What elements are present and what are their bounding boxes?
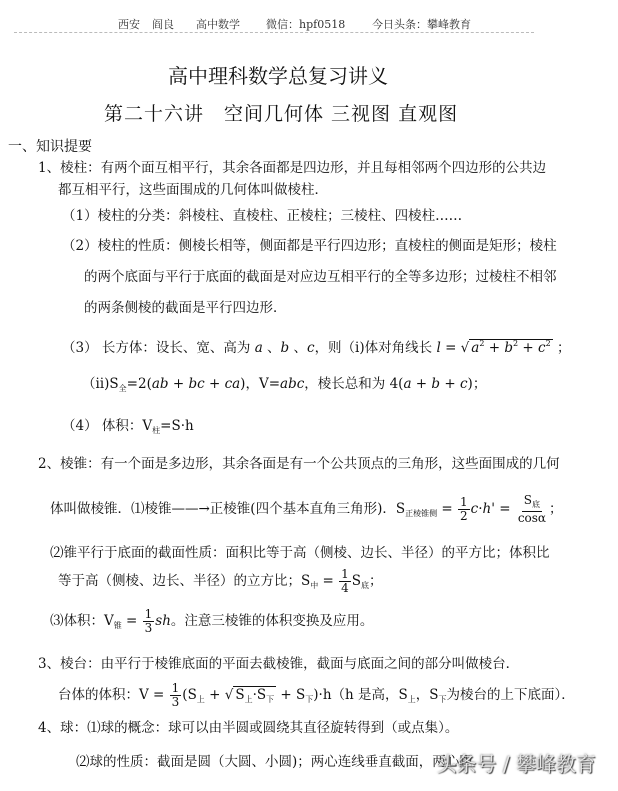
pyramid-volume-text: ⑶体积：V — [50, 613, 114, 629]
watermark-logo: 头条号 / 攀峰教育 — [436, 752, 596, 776]
frustum-sub2: 下 — [438, 695, 447, 704]
header-divider — [14, 32, 534, 33]
volume-label: ，V= — [245, 376, 281, 392]
sphere-property: ⑵球的性质：截面是圆（大圆、小圆)；两心连线垂直截面，两心距 — [76, 754, 473, 770]
cuboid-diagonal-label: ，则（ⅰ)体对角线长 — [314, 340, 433, 356]
pyramid-volume-note: 。注意三棱锥的体积变换及应用。 — [170, 613, 374, 629]
pyramid-text: 体叫做棱锥．⑴棱锥——→正棱锥(四个基本直角三角形)．S — [50, 501, 406, 517]
frustum-note: （h 是高，S — [331, 687, 408, 703]
frustum-sub1: 上 — [407, 695, 416, 704]
frustum-volume-line: 台体的体积：V = $\frac{1}{3}$ ($S_上$ + √ $S_上\cdot S_下 + S_下)\cdot h(h$ 是高，$S_上$，$S_下$为棱台的上下底面）． — [58, 681, 575, 709]
section-property-line1: ⑵锥平行于底面的截面性质：面积比等于高（侧棱、边长、半径）的平方比；体积比 — [50, 545, 550, 561]
cuboid-surface-line: $(ⅱ)S_全=2(ab$ + bc + ca)，V=abc，棱长总和为 4(a + b + c)； — [82, 376, 487, 393]
page-header — [0, 14, 618, 34]
header-city: 西安 — [118, 18, 140, 31]
header-teacher: 阎良 — [152, 18, 174, 31]
surface-sub: 全 — [118, 384, 127, 393]
volume-sub: 柱 — [152, 426, 161, 435]
volume-formula: =S·h — [160, 418, 194, 434]
header-toutiao: 今日头条：攀峰教育 — [372, 18, 471, 31]
frustum-note2: ，S — [415, 687, 439, 703]
section-heading: 一、知识提要 — [8, 139, 92, 155]
pyramid-volume-sub: 锥 — [113, 621, 122, 630]
prism-classification: （1）棱柱的分类：斜棱柱、直棱柱、正棱柱；三棱柱、四棱柱…… — [62, 208, 463, 224]
prism-definition-line2: 都互相平行，这些面围成的几何体叫做棱柱． — [58, 182, 328, 198]
header-subject: 高中数学 — [196, 18, 240, 31]
surface-eq: =2 — [126, 376, 147, 392]
document-title: 高中理科数学总复习讲义 — [168, 64, 388, 88]
header-wechat: 微信：hpf0518 — [266, 18, 346, 31]
prism-definition-line1: 1、棱柱：有两个面互相平行，其余各面都是四边形，并且每相邻两个四边形的公共边 — [38, 160, 547, 176]
section-property-line2: 等于高（侧棱、边长、半径）的立方比；$S_中$ = $\frac{1}{4}$ $S_底$； — [58, 567, 383, 595]
section-sub2: 底 — [361, 581, 370, 590]
cuboid-line: （3） 长方体：设长、宽、高为 a 、b 、c，则（ⅰ)体对角线长 l = √ $a^2 + b^2 + c^2$ ； — [62, 339, 571, 356]
edge-sum-label: ，棱长总和为 4 — [304, 376, 399, 392]
pyramid-definition-line2: 体叫做棱锥．⑴棱锥——→正棱锥(四个基本直角三角形)．$S_{正棱锥侧}$ = $\frac{1}{2}$ c·h' = $\frac{S_底}{\cos\alpha}$ ； — [50, 493, 563, 525]
frustum-definition: 3、棱台：由平行于棱锥底面的平面去截棱锥，截面与底面之间的部分叫做棱台． — [38, 656, 520, 672]
sphere-concept: 4、球：⑴球的概念：球可以由半圆或圆绕其直径旋转得到（或点集）。 — [38, 720, 459, 736]
pyramid-sub: 正棱锥侧 — [405, 509, 438, 518]
prism-properties-line2: 的两个底面与平行于底面的截面是对应边互相平行的全等多边形；过棱柱不相邻 — [84, 269, 557, 285]
cuboid-label: （3） 长方体：设长、宽、高为 — [62, 340, 251, 356]
frustum-note3: 为棱台的上下底面）． — [446, 687, 575, 703]
frustum-volume-text: 台体的体积：V = — [58, 687, 165, 703]
section-sub: 中 — [310, 581, 319, 590]
prism-properties-line3: 的两条侧棱的截面是平行四边形． — [84, 300, 287, 316]
volume-text: （4） 体积：V — [62, 418, 153, 434]
lecture-subtitle: 第二十六讲 空间几何体 三视图 直观图 — [104, 103, 459, 125]
section-text: 等于高（侧棱、边长、半径）的立方比；S — [58, 573, 311, 589]
surface-label: （ⅱ)S — [82, 376, 119, 392]
prism-properties-line1: （2）棱柱的性质：侧棱长相等，侧面都是平行四边形；直棱柱的侧面是矩形；棱柱 — [62, 238, 557, 254]
prism-volume-line — [62, 414, 194, 436]
pyramid-volume-line: ⑶体积：$V_锥$ = $\frac{1}{3}$ sh。注意三棱锥的体积变换及应用。 — [50, 607, 374, 635]
pyramid-definition-line1: 2、棱锥：有一个面是多边形，其余各面是有一个公共顶点的三角形，这些面围成的几何 — [38, 456, 560, 472]
